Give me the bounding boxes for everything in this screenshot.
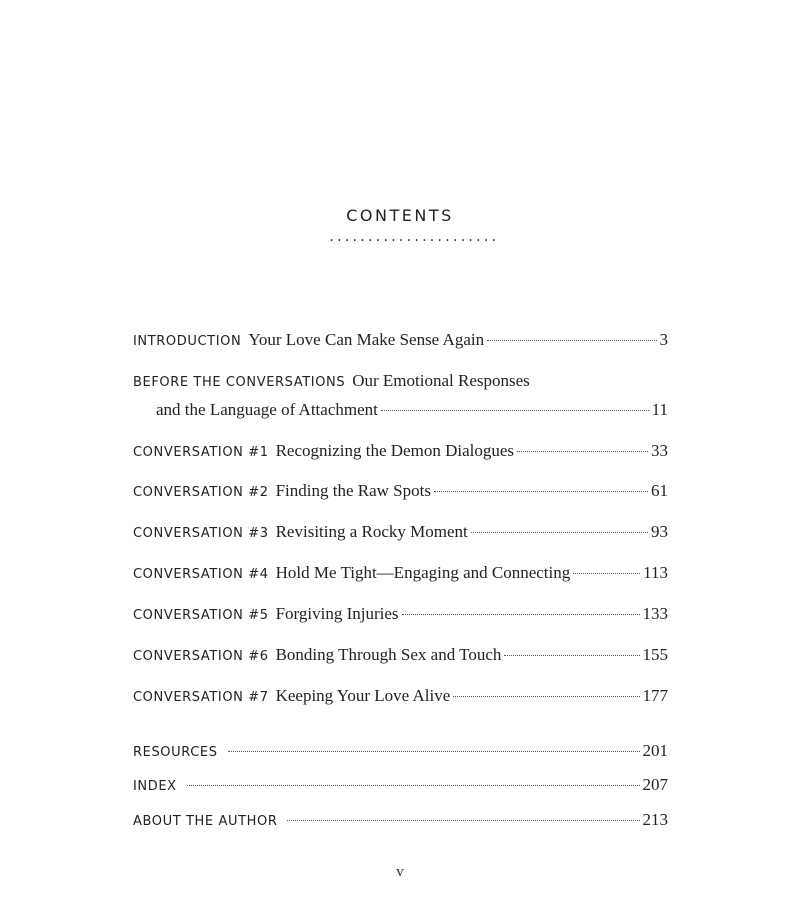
entry-page: 3: [659, 330, 668, 349]
toc-entry-conversation-6: [133, 645, 668, 665]
entry-label: CONVERSATION #1: [133, 445, 269, 460]
entry-page: 11: [651, 400, 668, 419]
toc-entry-conversation-1: [133, 441, 668, 461]
entry-label: CONVERSATION #3: [133, 526, 269, 541]
entry-title: Keeping Your Love Alive: [275, 686, 451, 705]
dot-leader: [517, 451, 648, 452]
toc-entry-conversation-5: [133, 604, 668, 624]
entry-title: Your Love Can Make Sense Again: [248, 330, 485, 349]
entry-label: CONVERSATION #2: [133, 485, 269, 500]
toc-entry-resources: [133, 741, 668, 761]
toc-entry-introduction: [133, 330, 668, 350]
dot-leader: [228, 751, 640, 752]
entry-label: CONVERSATION #4: [133, 567, 269, 582]
toc-entry-before-conversations: [133, 371, 668, 391]
dot-leader: [434, 491, 648, 492]
heading-ornament: ......................: [328, 230, 498, 244]
entry-title: Our Emotional Responses: [352, 371, 530, 390]
dot-leader: [381, 410, 649, 411]
entry-label: CONVERSATION #6: [133, 649, 269, 664]
entry-page: 33: [651, 441, 668, 460]
toc-entry-conversation-3: [133, 522, 668, 542]
entry-title-continued: and the Language of Attachment: [156, 400, 378, 419]
toc-entry-index: [133, 775, 668, 795]
entry-page: 177: [642, 686, 668, 705]
dot-leader: [573, 573, 640, 574]
entry-label: CONVERSATION #7: [133, 690, 269, 705]
dot-leader: [471, 532, 648, 533]
toc-entry-about-the-author: [133, 810, 668, 830]
entry-page: 207: [642, 775, 668, 794]
dot-leader: [504, 655, 639, 656]
dot-leader: [487, 340, 656, 341]
entry-title: Recognizing the Demon Dialogues: [275, 441, 515, 460]
dot-leader: [402, 614, 640, 615]
toc-entry-conversation-7: [133, 686, 668, 706]
entry-page: 93: [651, 522, 668, 541]
contents-heading: CONTENTS: [346, 206, 454, 225]
dot-leader: [287, 820, 639, 821]
toc-entry-conversation-4: [133, 563, 668, 583]
entry-page: 61: [651, 481, 668, 500]
entry-label: ABOUT THE AUTHOR: [133, 814, 278, 829]
entry-page: 113: [643, 563, 668, 582]
entry-page: 201: [642, 741, 668, 760]
dot-leader: [453, 696, 639, 697]
toc-entry-before-conversations-continued: [156, 400, 668, 420]
entry-title: Bonding Through Sex and Touch: [275, 645, 502, 664]
page-folio: v: [396, 864, 404, 880]
entry-label: INDEX: [133, 779, 177, 794]
dot-leader: [187, 785, 640, 786]
entry-page: 213: [642, 810, 668, 829]
entry-title: Hold Me Tight—Engaging and Connecting: [275, 563, 571, 582]
entry-page: 155: [642, 645, 668, 664]
entry-label: INTRODUCTION: [133, 334, 242, 349]
entry-title: Forgiving Injuries: [275, 604, 399, 623]
entry-page: 133: [642, 604, 668, 623]
entry-label: BEFORE THE CONVERSATIONS: [133, 375, 346, 390]
entry-label: CONVERSATION #5: [133, 608, 269, 623]
entry-title: Finding the Raw Spots: [275, 481, 431, 500]
toc-entry-conversation-2: [133, 481, 668, 501]
entry-label: RESOURCES: [133, 745, 218, 760]
entry-title: Revisiting a Rocky Moment: [275, 522, 468, 541]
